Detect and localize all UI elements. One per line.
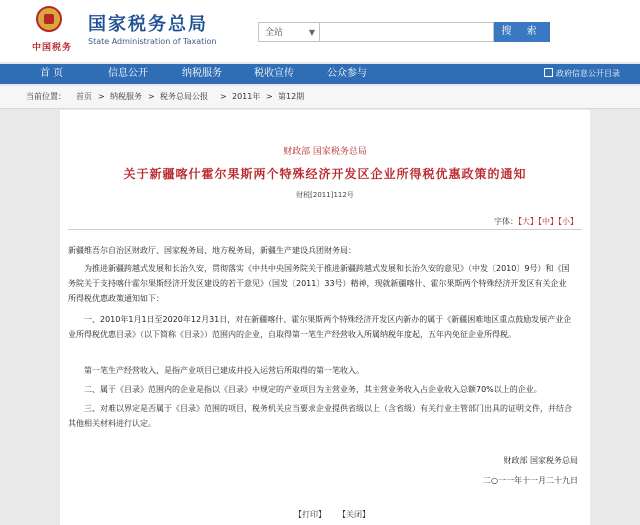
breadcrumb-separator: > bbox=[148, 92, 155, 101]
breadcrumb-home[interactable]: 首页 bbox=[76, 92, 92, 101]
search-button[interactable]: 搜 索 bbox=[494, 22, 550, 42]
breadcrumb-gazette[interactable]: 税务总局公报 bbox=[160, 92, 208, 101]
font-size-controls bbox=[494, 216, 578, 227]
signature: 财政部 国家税务总局 bbox=[503, 456, 578, 465]
nav-item-tax-service[interactable]: 纳税服务 bbox=[182, 68, 222, 79]
site-subtitle: State Administration of Taxation bbox=[88, 37, 217, 46]
main-nav bbox=[0, 64, 640, 84]
close-button[interactable]: 【关闭】 bbox=[338, 510, 370, 519]
issue-date: 二○一一年十一月二十九日 bbox=[483, 476, 578, 485]
search-scope-value: 全站 bbox=[265, 28, 284, 38]
breadcrumb-separator: > bbox=[98, 92, 105, 101]
breadcrumb-separator: > bbox=[266, 92, 273, 101]
site-title[interactable]: 国家税务总局 bbox=[88, 14, 208, 35]
emblem-caption: 中国税务 bbox=[32, 43, 73, 53]
paragraph-intro: 为推进新疆跨越式发展和长治久安，贯彻落实《中共中央国务院关于推进新疆跨越式发展和长治久安的意见》（中发〔2010〕9号）和《国务院关于支持喀什霍尔果斯经济开发区建设的若干意见》（国发〔2011〕33号）精神，现就新疆喀什、霍尔果斯两个特殊经济开发区有关企业所得税优惠政策通知如下： bbox=[68, 264, 570, 303]
font-size-medium-button[interactable]: 【中】 bbox=[538, 217, 558, 226]
breadcrumb-year[interactable]: 2011年 bbox=[232, 92, 261, 101]
nav-item-home[interactable]: 首 页 bbox=[40, 68, 64, 79]
page-title: 关于新疆喀什霍尔果斯两个特殊经济开发区企业所得税优惠政策的通知 bbox=[123, 167, 527, 181]
breadcrumb-tax-service[interactable]: 纳税服务 bbox=[110, 92, 142, 101]
font-size-label: 字体： bbox=[494, 217, 518, 226]
gov-info-directory-link[interactable] bbox=[544, 64, 620, 84]
breadcrumb-issue[interactable]: 第12期 bbox=[278, 92, 305, 101]
font-size-large-button[interactable]: 【大】 bbox=[518, 217, 538, 226]
breadcrumb-separator: > bbox=[220, 92, 227, 101]
search-scope-select[interactable] bbox=[258, 22, 320, 42]
article-issuer: 财政部 国家税务总局 bbox=[283, 147, 367, 157]
gov-info-directory-label: 政府信息公开目录 bbox=[556, 69, 620, 78]
paragraph-item-2: 二、属于《目录》范围内的企业是指以《目录》中规定的产业项目为主营业务，其主营业务收入占企业收入总额70%以上的企业。 bbox=[84, 385, 542, 394]
breadcrumb bbox=[0, 86, 640, 109]
paragraph-item-3: 三、对难以界定是否属于《目录》范围的项目，税务机关应当要求企业提供省级以上（含省级）有关行业主管部门出具的证明文件，并结合其他相关材料进行认定。 bbox=[68, 404, 572, 428]
breadcrumb-label: 当前位置： bbox=[26, 92, 66, 101]
title-divider bbox=[68, 229, 582, 230]
chevron-down-icon: ▼ bbox=[308, 28, 315, 37]
site-header bbox=[0, 0, 640, 62]
article-panel bbox=[60, 110, 590, 525]
nav-item-tax-publicity[interactable]: 税收宣传 bbox=[254, 68, 294, 79]
document-icon bbox=[544, 68, 553, 77]
paragraph-item-1-note: 第一笔生产经营收入，是指产业项目已建成并投入运营后所取得的第一笔收入。 bbox=[84, 366, 364, 375]
paragraph-item-1: 一、2010年1月1日至2020年12月31日，对在新疆喀什、霍尔果斯两个特殊经济开发区内新办的属于《新疆困难地区重点鼓励发展产业企业所得税优惠目录》（以下简称《目录》）范围内的企业，自取得第一笔生产经营收入所属纳税年度起，五年内免征企业所得税。 bbox=[68, 315, 572, 339]
document-number: 财税[2011]112号 bbox=[296, 191, 354, 199]
salutation: 新疆维吾尔自治区财政厅、国家税务局、地方税务局，新疆生产建设兵团财务局： bbox=[68, 246, 356, 255]
nav-item-public-participation[interactable]: 公众参与 bbox=[327, 68, 367, 79]
search-input[interactable] bbox=[320, 22, 494, 42]
tax-emblem-icon bbox=[36, 6, 62, 32]
font-size-small-button[interactable]: 【小】 bbox=[558, 217, 578, 226]
nav-item-info-disclosure[interactable]: 信息公开 bbox=[108, 68, 148, 79]
print-button[interactable]: 【打印】 bbox=[294, 510, 326, 519]
